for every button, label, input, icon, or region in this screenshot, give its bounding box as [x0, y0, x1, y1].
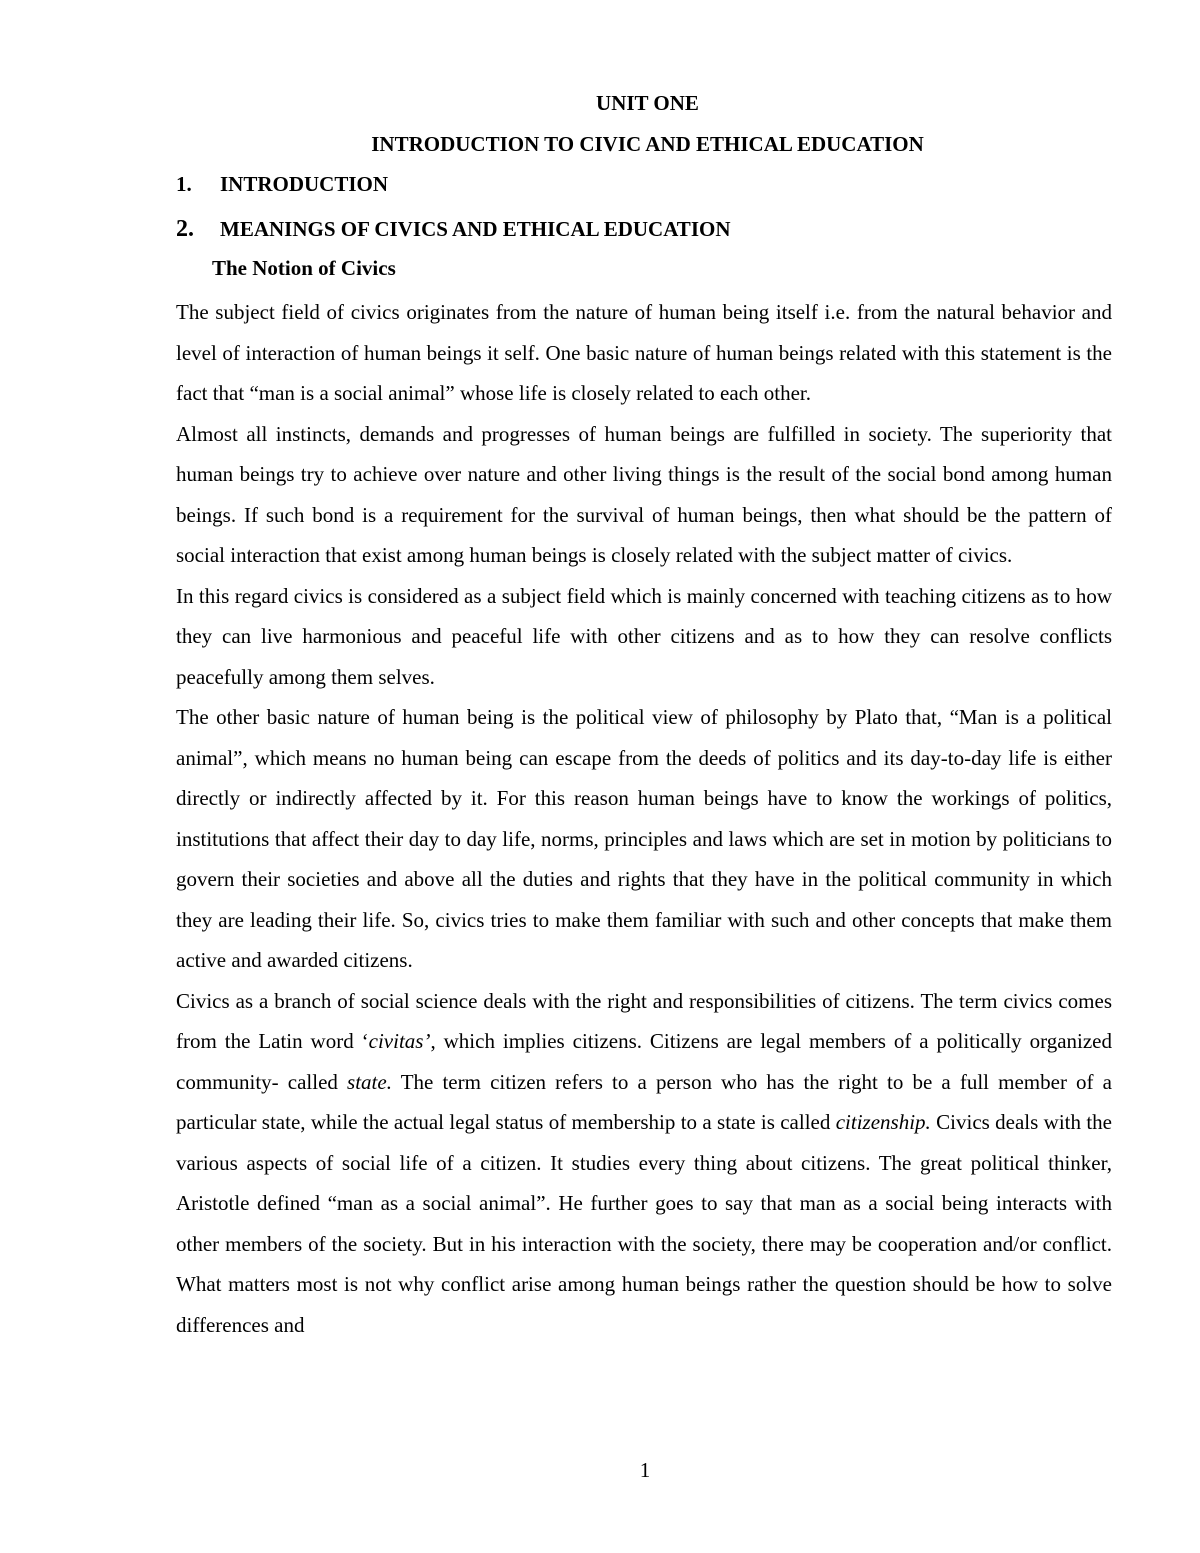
italic-term: civitas’ — [368, 1029, 431, 1053]
body-text — [176, 292, 1112, 1345]
section-heading-text: INTRODUCTION — [220, 172, 389, 196]
text-run: Civics deals with the various aspects of social life of a citizen. It studies every thing about citizens. The great political thinker, Aristotle defined “man as a social animal”. He further goes to say that man as a social being interacts with other members of the society. But in his interaction with the society, there may be cooperation and/or conflict. What matters most is not why conflict arise among human beings rather the question should be how to solve differences and — [176, 1110, 1112, 1337]
text-run: In this regard civics is considered as a subject field which is mainly concerned with teaching citizens as to how they can live harmonious and peaceful life with other citizens and as to how they can resolve conflicts peacefully among them selves. — [176, 583, 1112, 689]
text-run: The subject field of civics originates from the nature of human being itself i.e. from the natural behavior and level of interaction of human beings it self. One basic nature of human beings related with this statement is the fact that “man is a social animal” whose life is closely related to each other. — [176, 300, 1112, 405]
paragraph — [176, 981, 1112, 1346]
document-title: INTRODUCTION TO CIVIC AND ETHICAL EDUCATION — [371, 132, 924, 156]
text-run: The other basic nature of human being is the political view of philosophy by Plato that, “Man is a political animal”, which means no human being can escape from the deeds of politics and its day-to-day life is either directly or indirectly affected by it. For this reason human beings have to know the workings of politics, institutions that affect their day to day life, norms, principles and laws which are set in motion by politicians to govern their societies and above all the duties and rights that they have in the political community in which they are leading their life. So, civics tries to make them familiar with such and other concepts that make them active and awarded citizens. — [176, 705, 1112, 972]
section-heading-introduction — [176, 172, 388, 197]
text-run: Almost all instincts, demands and progresses of human beings are fulfilled in society. The superiority that human beings try to achieve over nature and other living things is the result of the social bond among human beings. If such bond is a requirement for the survival of human beings, then what should be the pattern of social interaction that exist among human beings is closely related with the subject matter of civics. — [176, 421, 1112, 567]
text-run: Civics as a branch of social science deals with the right and responsibilities of citizens. The term civics comes from the Latin word ‘ — [176, 988, 1112, 1053]
paragraph — [176, 576, 1112, 698]
paragraph — [176, 697, 1112, 981]
section-number: 1. — [176, 172, 192, 196]
section-heading-meanings — [176, 216, 731, 243]
sub-heading-notion-of-civics: The Notion of Civics — [212, 256, 396, 280]
page-number: 1 — [639, 1458, 651, 1482]
section-heading-text: MEANINGS OF CIVICS AND ETHICAL EDUCATION — [220, 217, 731, 241]
italic-term: state. — [347, 1069, 392, 1094]
paragraph — [176, 414, 1112, 576]
text-run: , which implies citizens. Citizens are legal members of a politically organized community- called — [176, 1029, 1112, 1094]
text-run: The term citizen refers to a person who has the right to be a full member of a particular state, while the actual legal status of membership to a state is called — [176, 1069, 1112, 1134]
italic-term: citizenship. — [835, 1110, 931, 1134]
paragraph — [176, 292, 1112, 414]
unit-label: UNIT ONE — [596, 91, 699, 115]
section-number: 2. — [176, 216, 194, 242]
